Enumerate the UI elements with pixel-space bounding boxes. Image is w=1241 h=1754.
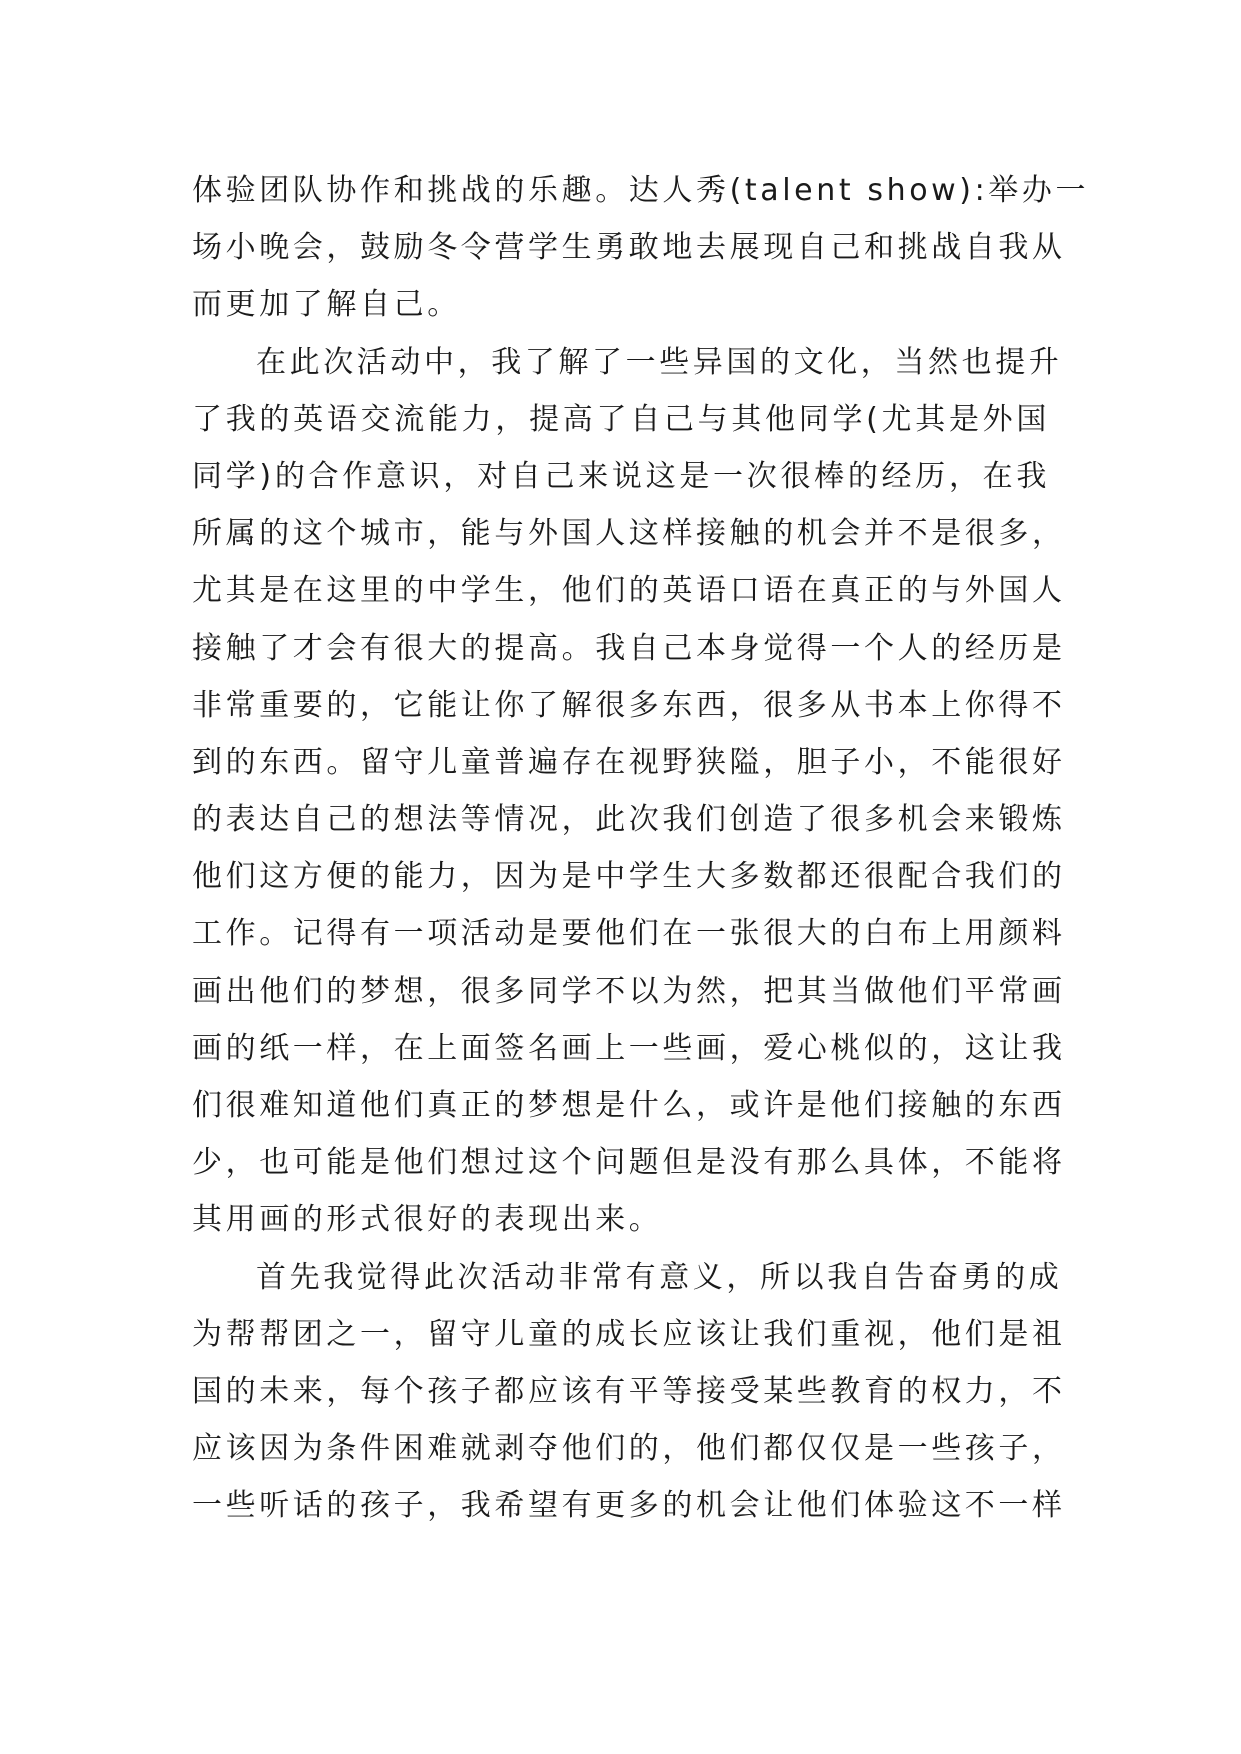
- text-line: 一些听话的孩子，我希望有更多的机会让他们体验这不一样: [192, 1488, 1066, 1524]
- text-line: 为帮帮团之一，留守儿童的成长应该让我们重视，他们是祖: [192, 1316, 1066, 1352]
- text-line: 的表达自己的想法等情况，此次我们创造了很多机会来锻炼: [192, 802, 1066, 838]
- text-line: 在此次活动中，我了解了一些异国的文化，当然也提升: [256, 344, 1063, 380]
- text-line: 其用画的形式很好的表现出来。: [192, 1202, 663, 1238]
- text-line: 画出他们的梦想，很多同学不以为然，把其当做他们平常画: [192, 973, 1066, 1009]
- text-line: 尤其是在这里的中学生，他们的英语口语在真正的与外国人: [192, 573, 1066, 609]
- paragraph-talent-show: [192, 162, 1090, 334]
- paragraph-reflection: [192, 1249, 1066, 1535]
- text-line: 他们这方便的能力，因为是中学生大多数都还很配合我们的: [192, 859, 1066, 895]
- text-line: 们很难知道他们真正的梦想是什么，或许是他们接触的东西: [192, 1088, 1066, 1123]
- paragraph-activity-experience: [192, 334, 1066, 1249]
- text-line: 工作。记得有一项活动是要他们在一张很大的白布上用颜料: [192, 916, 1066, 952]
- text-line: 画的纸一样，在上面签名画上一些画，爱心桃似的，这让我: [192, 1030, 1066, 1066]
- text-line: 而更加了解自己。: [192, 287, 461, 323]
- text-line: 同学)的合作意识，对自己来说这是一次很棒的经历，在我: [192, 458, 1050, 494]
- text-line: 首先我觉得此次活动非常有意义，所以我自告奋勇的成: [256, 1259, 1063, 1295]
- text-line: 场小晚会，鼓励冬令营学生勇敢地去展现自己和挑战自我从: [192, 230, 1066, 266]
- text-line: 了我的英语交流能力，提高了自己与其他同学(尤其是外国: [192, 401, 1050, 437]
- text-line: 所属的这个城市，能与外国人这样接触的机会并不是很多，: [192, 516, 1066, 552]
- text-line: 到的东西。留守儿童普遍存在视野狭隘，胆子小，不能很好: [192, 744, 1066, 780]
- document-body: [192, 162, 1090, 1535]
- text-line: 体验团队协作和挑战的乐趣。达人秀(talent show):举办一: [192, 173, 1090, 208]
- text-line: 少，也可能是他们想过这个问题但是没有那么具体，不能将: [192, 1145, 1066, 1181]
- text-line: 应该因为条件困难就剥夺他们的，他们都仅仅是一些孩子，: [192, 1431, 1066, 1467]
- text-line: 接触了才会有很大的提高。我自己本身觉得一个人的经历是: [192, 630, 1066, 666]
- text-line: 国的未来，每个孩子都应该有平等接受某些教育的权力，不: [192, 1373, 1066, 1409]
- text-line: 非常重要的，它能让你了解很多东西，很多从书本上你得不: [192, 687, 1066, 723]
